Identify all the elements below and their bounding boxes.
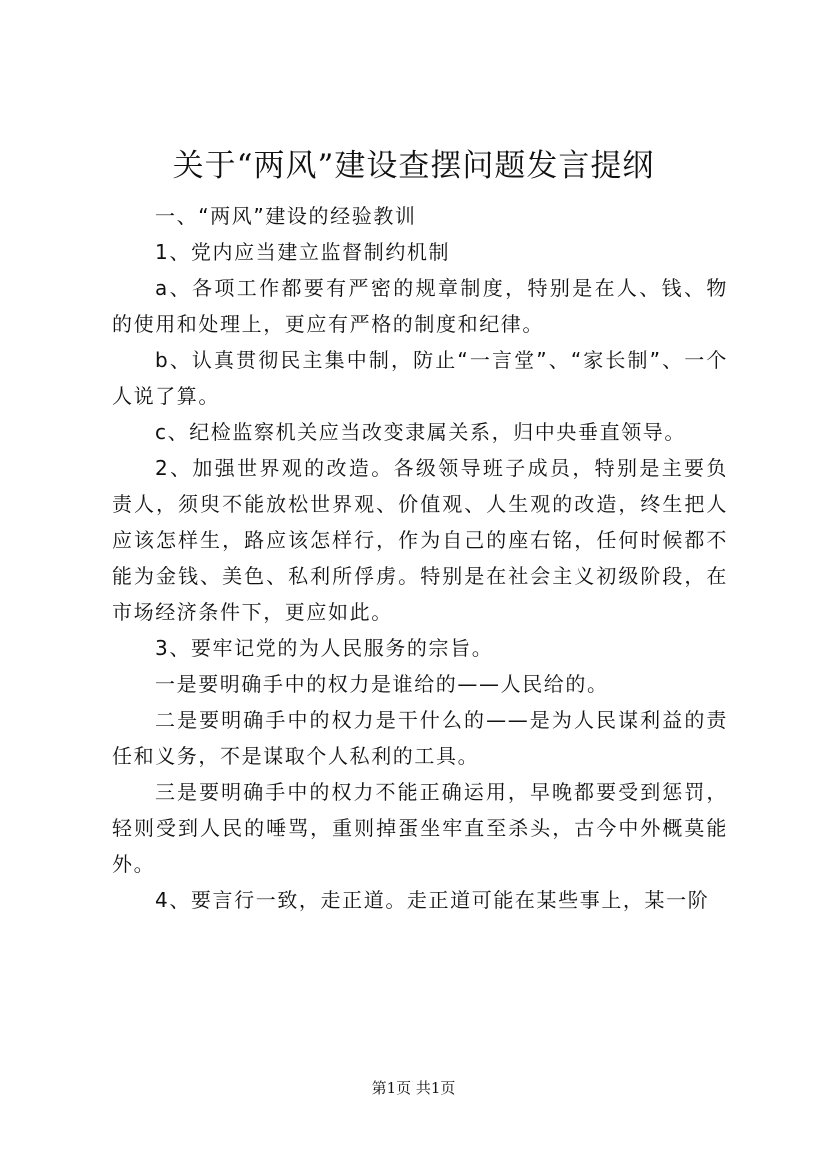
paragraph: 4、要言行一致，走正道。走正道可能在某些事上，某一阶 [155,888,710,912]
paragraph: c、纪检监察机关应当改变隶属关系，归中央垂直领导。 [155,420,686,444]
paragraph: 一是要明确手中的权力是谁给的——人民给的。 [155,672,609,696]
paragraph: b、认真贯彻民主集中制，防止“一言堂”、“家长制”、一个人说了算。 [112,348,728,408]
paragraph: 3、要牢记党的为人民服务的宗旨。 [155,636,494,660]
page-number-footer: 第1页 共1页 [371,1079,456,1097]
paragraph: 三是要明确手中的权力不能正确运用，早晚都要受到惩罚，轻则受到人民的唾骂，重则掉蛋坐牢直至杀头，古今中外概莫能外。 [112,780,728,876]
paragraph: 2、加强世界观的改造。各级领导班子成员，特别是主要负责人，须臾不能放松世界观、价值观、人生观的改造，终生把人应该怎样生，路应该怎样行，作为自己的座右铭，任何时候都不能为金钱、美色、私利所俘虏。特别是在社会主义初级阶段，在市场经济条件下，更应如此。 [112,456,728,624]
paragraph: 二是要明确手中的权力是干什么的——是为人民谋利益的责任和义务，不是谋取个人私利的工具。 [112,708,728,768]
section-heading: 一、“两风”建设的经验教训 [155,204,417,228]
paragraph: a、各项工作都要有严密的规章制度，特别是在人、钱、物的使用和处理上，更应有严格的制度和纪律。 [112,276,728,336]
paragraph: 1、党内应当建立监督制约机制 [155,240,451,264]
document-body [112,198,728,918]
document-title: 关于“两风”建设查摆问题发言提纲 [172,148,655,184]
